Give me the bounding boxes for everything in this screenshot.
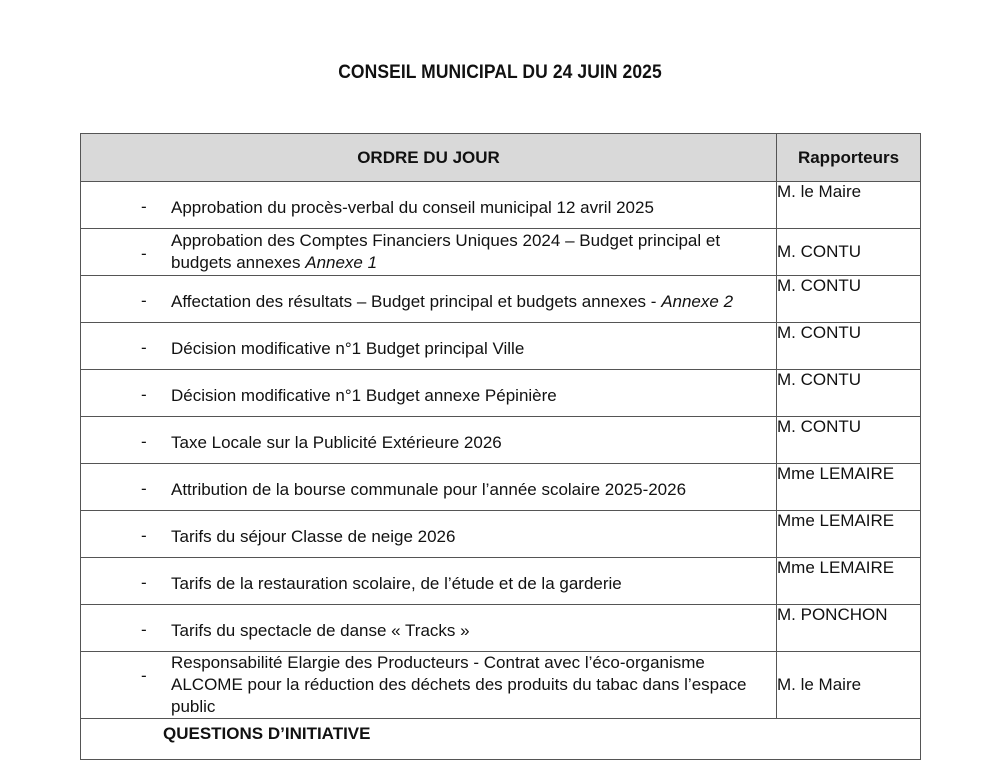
bullet-dash: -: [141, 666, 147, 685]
bullet-dash: -: [141, 244, 147, 263]
table-row: [81, 182, 921, 229]
table-row: [81, 558, 921, 605]
speaker-name: Mme LEMAIRE: [777, 464, 921, 511]
bullet-dash: -: [141, 479, 147, 498]
agenda-item-text: Approbation du procès-verbal du conseil municipal 12 avril 2025: [171, 197, 654, 217]
agenda-item-text: Décision modificative n°1 Budget principal Ville: [171, 338, 525, 358]
table-row: [81, 511, 921, 558]
speaker-name: M. PONCHON: [777, 605, 921, 652]
header-agenda: ORDRE DU JOUR: [81, 134, 777, 182]
table-row: [81, 370, 921, 417]
agenda-item: [81, 464, 777, 511]
agenda-item-text: Tarifs de la restauration scolaire, de l’étude et de la garderie: [171, 573, 622, 593]
agenda-item: [81, 182, 777, 229]
bullet-dash: -: [141, 526, 147, 545]
agenda-item: [81, 323, 777, 370]
agenda-item: [81, 652, 777, 719]
table-row: [81, 229, 921, 276]
speaker-name: M. le Maire: [777, 652, 921, 719]
table-header-row: [81, 134, 921, 182]
table-row: [81, 605, 921, 652]
header-speakers: Rapporteurs: [777, 134, 921, 182]
agenda-item: [81, 370, 777, 417]
bullet-dash: -: [141, 573, 147, 592]
table-row: [81, 652, 921, 719]
bullet-dash: -: [141, 197, 147, 216]
agenda-item-text: Tarifs du séjour Classe de neige 2026: [171, 526, 456, 546]
section-cell: [81, 719, 921, 760]
section-heading: QUESTIONS D’INITIATIVE: [163, 724, 371, 743]
bullet-dash: -: [141, 291, 147, 310]
section-row: [81, 719, 921, 760]
agenda-item-text: Attribution de la bourse communale pour l’année scolaire 2025-2026: [171, 479, 687, 499]
page-title: CONSEIL MUNICIPAL DU 24 JUIN 2025: [338, 62, 662, 83]
bullet-dash: -: [141, 620, 147, 639]
bullet-dash: -: [141, 338, 147, 357]
bullet-dash: -: [141, 432, 147, 451]
speaker-name: M. le Maire: [777, 182, 921, 229]
agenda-item: [81, 558, 777, 605]
speaker-name: M. CONTU: [777, 229, 921, 276]
table-row: [81, 276, 921, 323]
agenda-item: [81, 417, 777, 464]
agenda-item-text: Taxe Locale sur la Publicité Extérieure 2026: [171, 432, 502, 452]
agenda-item: [81, 511, 777, 558]
agenda-item-text: Responsabilité Elargie des Producteurs - Contrat avec l’éco-organisme ALCOME pour la réduction des déchets des produits du tabac dans l’espace public: [171, 653, 747, 716]
speaker-name: M. CONTU: [777, 276, 921, 323]
agenda-item-text: Décision modificative n°1 Budget annexe Pépinière: [171, 385, 557, 405]
agenda-item: [81, 605, 777, 652]
agenda-item-text: Approbation des Comptes Financiers Uniques 2024 – Budget principal et budgets annexes Annexe 1: [171, 231, 721, 272]
speaker-name: M. CONTU: [777, 417, 921, 464]
annex-reference: Annexe 2: [661, 291, 734, 311]
table-row: [81, 323, 921, 370]
speaker-name: Mme LEMAIRE: [777, 511, 921, 558]
annex-reference: Annexe 1: [305, 253, 378, 272]
agenda-item-text: Affectation des résultats – Budget principal et budgets annexes - Annexe 2: [171, 291, 734, 311]
agenda-table: [80, 133, 921, 760]
speaker-name: M. CONTU: [777, 370, 921, 417]
agenda-item: [81, 229, 777, 276]
table-row: [81, 417, 921, 464]
agenda-item-text: Tarifs du spectacle de danse « Tracks »: [171, 620, 470, 640]
speaker-name: Mme LEMAIRE: [777, 558, 921, 605]
speaker-name: M. CONTU: [777, 323, 921, 370]
agenda-item: [81, 276, 777, 323]
bullet-dash: -: [141, 385, 147, 404]
table-row: [81, 464, 921, 511]
